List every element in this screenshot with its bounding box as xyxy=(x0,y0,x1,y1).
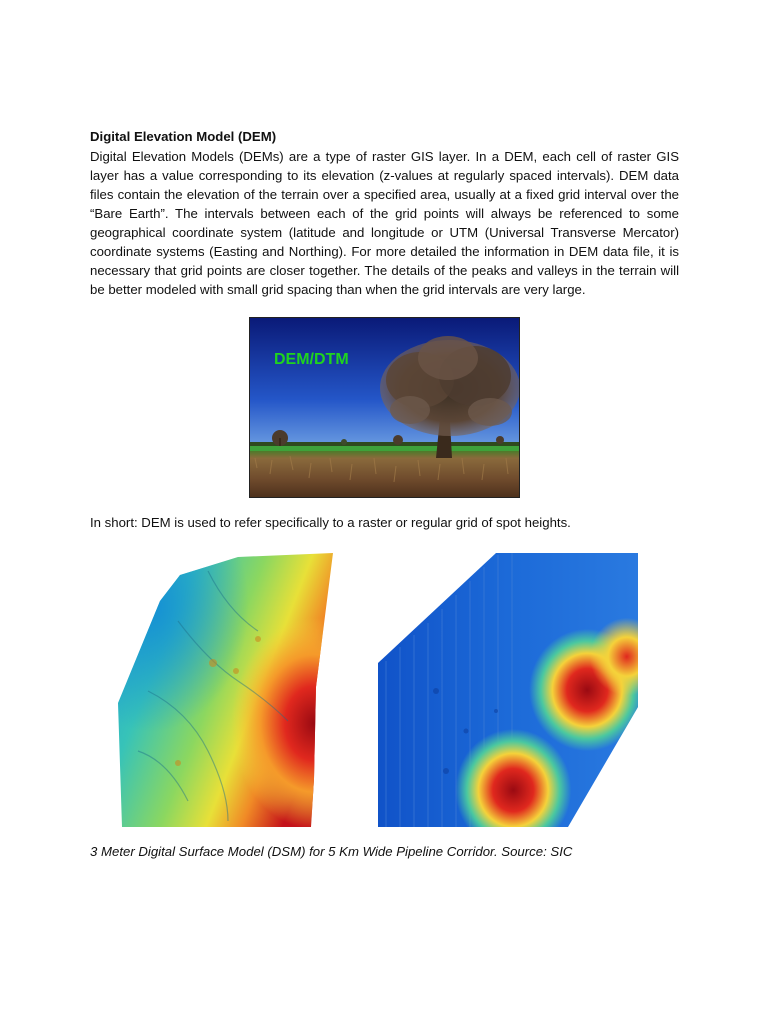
body-paragraph: Digital Elevation Models (DEMs) are a type of raster GIS layer. In a DEM, each cell of raster GIS layer has a value corresponding to its elevation (z-values at regularly spaced intervals). DEM data files contain the elevation of the terrain over a specified area, usually at a fixed grid interval over the “Bare Earth”. The intervals between each of the grid points will always be referenced to some geographical coordinate system (latitude and longitude or UTM (Universal Transverse Mercator) coordinate systems (Easting and Northing). For more detailed the information in DEM data file, it is necessary that grid points are closer together. The details of the peaks and valleys in the terrain will be better modeled with small grid spacing than when the grid intervals are very large. xyxy=(90,149,679,297)
caption-main: 3 Meter Digital Surface Model (DSM) for 5 Km Wide Pipeline Corridor xyxy=(90,844,494,859)
dsm-map-left xyxy=(118,551,336,829)
caption-source: . Source: SIC xyxy=(493,844,573,859)
summary-line: In short: DEM is used to refer specifically to a raster or regular grid of spot heights. xyxy=(90,515,571,530)
photo-overlay-label: DEM/DTM xyxy=(274,351,349,368)
dsm-map-right xyxy=(376,551,640,829)
figure-caption xyxy=(90,843,572,861)
section-heading: Digital Elevation Model (DEM) xyxy=(90,129,277,144)
dem-dtm-photo xyxy=(249,317,520,498)
